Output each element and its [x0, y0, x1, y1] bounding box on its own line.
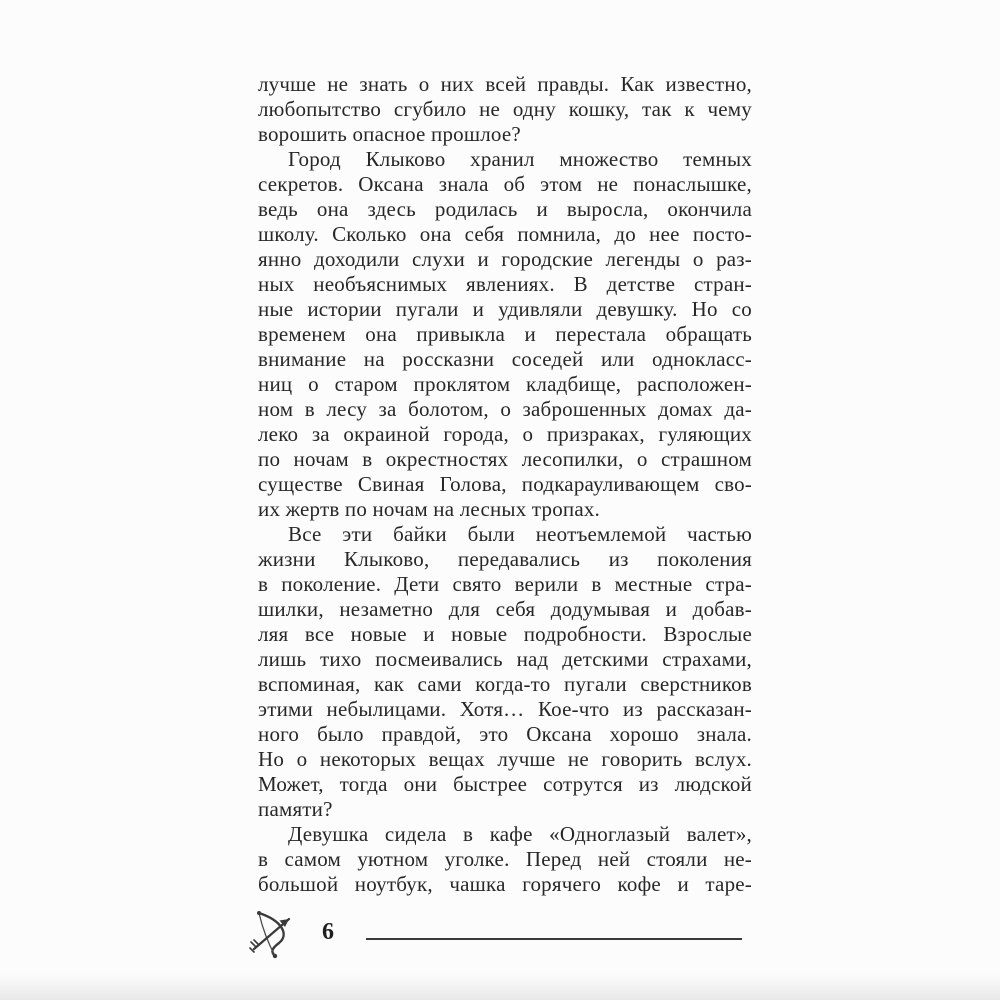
- text-line: временем она привыкла и перестала обращать: [258, 322, 752, 346]
- footer-rule: [366, 938, 742, 940]
- text-line: Девушка сидела в кафе «Одноглазый валет»,: [288, 822, 752, 846]
- text-line: секретов. Оксана знала об этом не понаслышке,: [258, 172, 752, 196]
- text-line: вспоминая, как сами когда-то пугали сверстников: [258, 672, 752, 696]
- text-line: янно доходили слухи и городские легенды о раз-: [258, 247, 752, 271]
- text-line: лишь тихо посмеивались над детскими страхами,: [258, 647, 752, 671]
- text-line: любопытство сгубило не одну кошку, так к чему: [258, 97, 752, 121]
- text-column: [258, 72, 752, 897]
- text-line: жизни Клыково, передавались из поколения: [258, 547, 752, 571]
- page-number: 6: [322, 919, 334, 945]
- text-line: Может, тогда они быстрее сотрутся из людской: [258, 772, 752, 796]
- text-line: в самом уютном уголке. Перед ней стояли не-: [258, 847, 752, 871]
- text-line: Город Клыково хранил множество темных: [288, 147, 752, 171]
- text-line: Все эти байки были неотъемлемой частью: [288, 522, 752, 546]
- text-line: внимание на россказни соседей или однокласс-: [258, 347, 752, 371]
- text-line: ведь она здесь родилась и выросла, окончила: [258, 197, 752, 221]
- text-line: ные истории пугали и удивляли девушку. Но со: [258, 297, 752, 321]
- text-line: памяти?: [258, 797, 333, 821]
- text-line: шилки, незаметно для себя додумывая и добав-: [258, 597, 752, 621]
- text-line: ном в лесу за болотом, о заброшенных домах да-: [258, 397, 752, 421]
- text-line: этими небылицами. Хотя… Кое-что из рассказан-: [258, 697, 752, 721]
- text-line: большой ноутбук, чашка горячего кофе и таре-: [258, 872, 752, 896]
- text-line: в поколение. Дети свято верили в местные стра-: [258, 572, 752, 596]
- text-line: Но о некоторых вещах лучше не говорить вслух.: [258, 747, 752, 771]
- text-line: их жертв по ночам на лесных тропах.: [258, 497, 601, 521]
- text-line: леко за окраиной города, о призраках, гуляющих: [258, 422, 752, 446]
- scan-shadow: [0, 974, 1000, 1000]
- text-line: существе Свиная Голова, подкарауливающем сво-: [258, 472, 752, 496]
- text-line: ляя все новые и новые подробности. Взрослые: [258, 622, 752, 646]
- text-line: школу. Сколько она себя помнила, до нее посто-: [258, 222, 752, 246]
- text-line: по ночам в окрестностях лесопилки, о страшном: [258, 447, 752, 471]
- text-line: ного было правдой, это Оксана хорошо знала.: [258, 722, 752, 746]
- text-line: ниц о старом проклятом кладбище, расположен-: [258, 372, 752, 396]
- text-line: лучше не знать о них всей правды. Как известно,: [258, 72, 752, 96]
- text-line: ворошить опасное прошлое?: [258, 122, 521, 146]
- bow-arrow-icon: [249, 909, 295, 961]
- text-line: ных необъяснимых явлениях. В детстве стран-: [258, 272, 752, 296]
- page-footer: [0, 905, 1000, 965]
